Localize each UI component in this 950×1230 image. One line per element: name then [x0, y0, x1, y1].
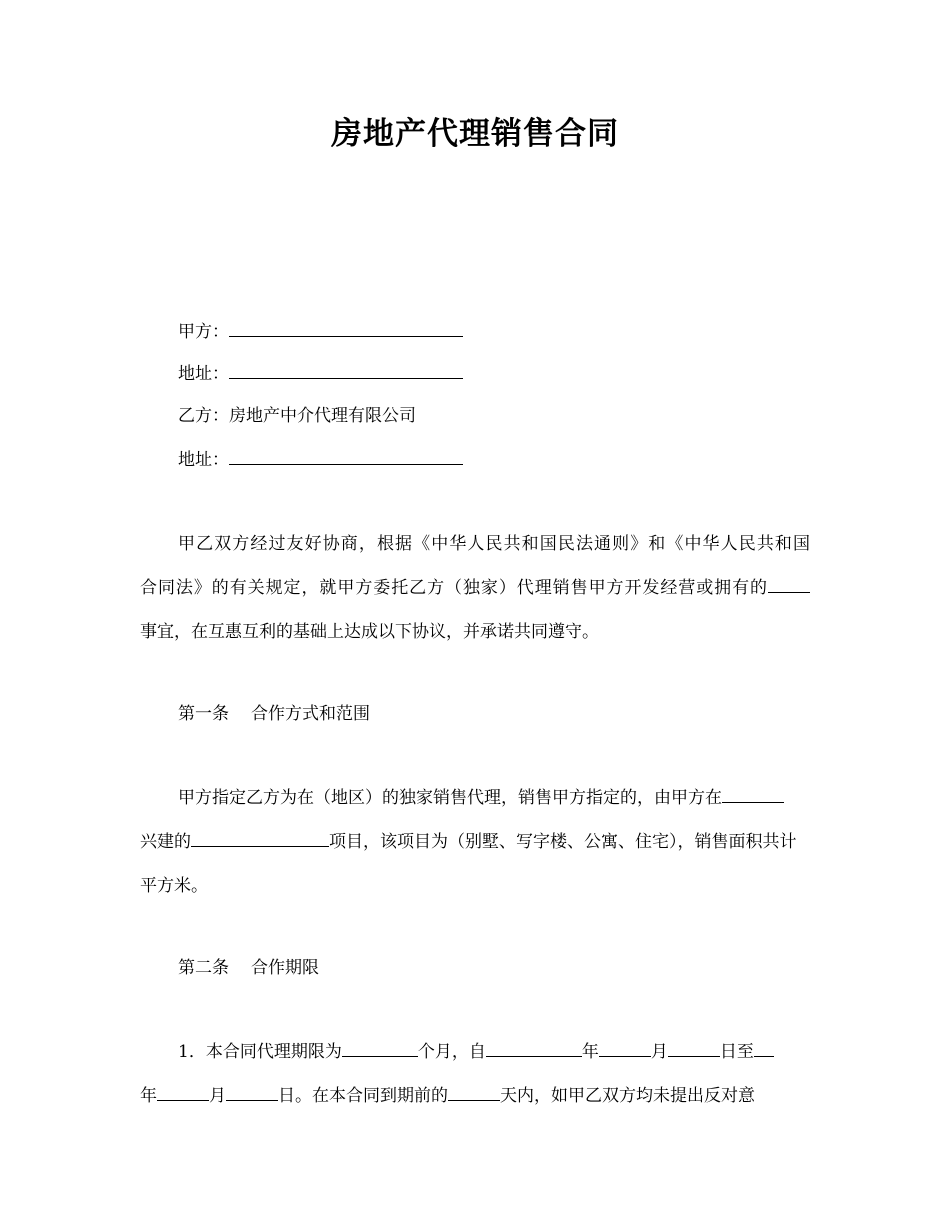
- end-day-blank[interactable]: [226, 1084, 278, 1101]
- page-title: 房地产代理销售合同: [331, 116, 619, 152]
- clause-1-i: 天内，如甲乙双方均未提出反对意: [500, 1086, 755, 1106]
- start-year-blank[interactable]: [486, 1040, 582, 1057]
- preamble-line-2-text: 合同法》的有关规定，就甲方委托乙方（独家）代理销售甲方开发经营或拥有的: [140, 578, 768, 598]
- preamble-line-2: [140, 574, 810, 602]
- notice-days-blank[interactable]: [448, 1084, 500, 1101]
- end-month-blank[interactable]: [157, 1084, 209, 1101]
- article-2-clause-1-line-1: [178, 1038, 810, 1066]
- article-1-line-1-text: 甲方指定乙方为在（地区）的独家销售代理，销售甲方指定的，由甲方在: [178, 788, 722, 808]
- start-day-blank[interactable]: [668, 1040, 720, 1057]
- preamble-blank[interactable]: [768, 576, 810, 593]
- preamble-line-1: 甲乙双方经过友好协商，根据《中华人民共和国民法通则》和《中华人民共和国: [178, 534, 810, 554]
- start-month-blank[interactable]: [599, 1040, 651, 1057]
- address-a-blank[interactable]: [229, 362, 463, 379]
- address-a-label: 地址：: [178, 364, 229, 384]
- article-1-heading: [178, 700, 370, 728]
- article-1-project-blank[interactable]: [191, 830, 329, 847]
- clause-1-g: 月: [209, 1086, 226, 1106]
- address-a-line: [178, 360, 463, 388]
- party-b-text: 乙方：房地产中介代理有限公司: [178, 406, 416, 426]
- article-1-line-3: 平方米。: [140, 876, 208, 896]
- article-1-number: 第一条: [178, 704, 229, 724]
- party-a-line: [178, 318, 463, 346]
- clause-1-a: 1．本合同代理期限为: [178, 1042, 342, 1062]
- article-1-title: 合作方式和范围: [251, 704, 370, 724]
- clause-1-b: 个月，自: [417, 1042, 486, 1062]
- preamble-line-3: 事宜，在互惠互利的基础上达成以下协议，并承诺共同遵守。: [140, 622, 599, 642]
- article-1-location-blank[interactable]: [722, 786, 784, 803]
- article-2-number: 第二条: [178, 958, 229, 978]
- article-2-title: 合作期限: [251, 958, 319, 978]
- end-year-blank[interactable]: [754, 1040, 774, 1057]
- article-1-line-2: [140, 828, 810, 856]
- clause-1-e: 日至: [719, 1042, 754, 1062]
- address-b-blank[interactable]: [229, 448, 463, 465]
- article-1-line-1: [178, 784, 810, 812]
- address-b-line: [178, 446, 463, 474]
- party-a-blank[interactable]: [229, 320, 463, 337]
- party-a-label: 甲方：: [178, 322, 229, 342]
- clause-1-f: 年: [140, 1086, 157, 1106]
- article-2-clause-1-line-2: [140, 1082, 810, 1110]
- party-b-line: [178, 402, 416, 430]
- article-2-heading: [178, 954, 319, 982]
- address-b-label: 地址：: [178, 450, 229, 470]
- article-1-line-2-b: 项目，该项目为（别墅、写字楼、公寓、住宅），销售面积共计: [329, 832, 797, 852]
- term-months-blank[interactable]: [342, 1040, 418, 1057]
- clause-1-h: 日。在本合同到期前的: [278, 1086, 448, 1106]
- clause-1-c: 年: [581, 1042, 599, 1062]
- clause-1-d: 月: [650, 1042, 668, 1062]
- article-1-line-2-a: 兴建的: [140, 832, 191, 852]
